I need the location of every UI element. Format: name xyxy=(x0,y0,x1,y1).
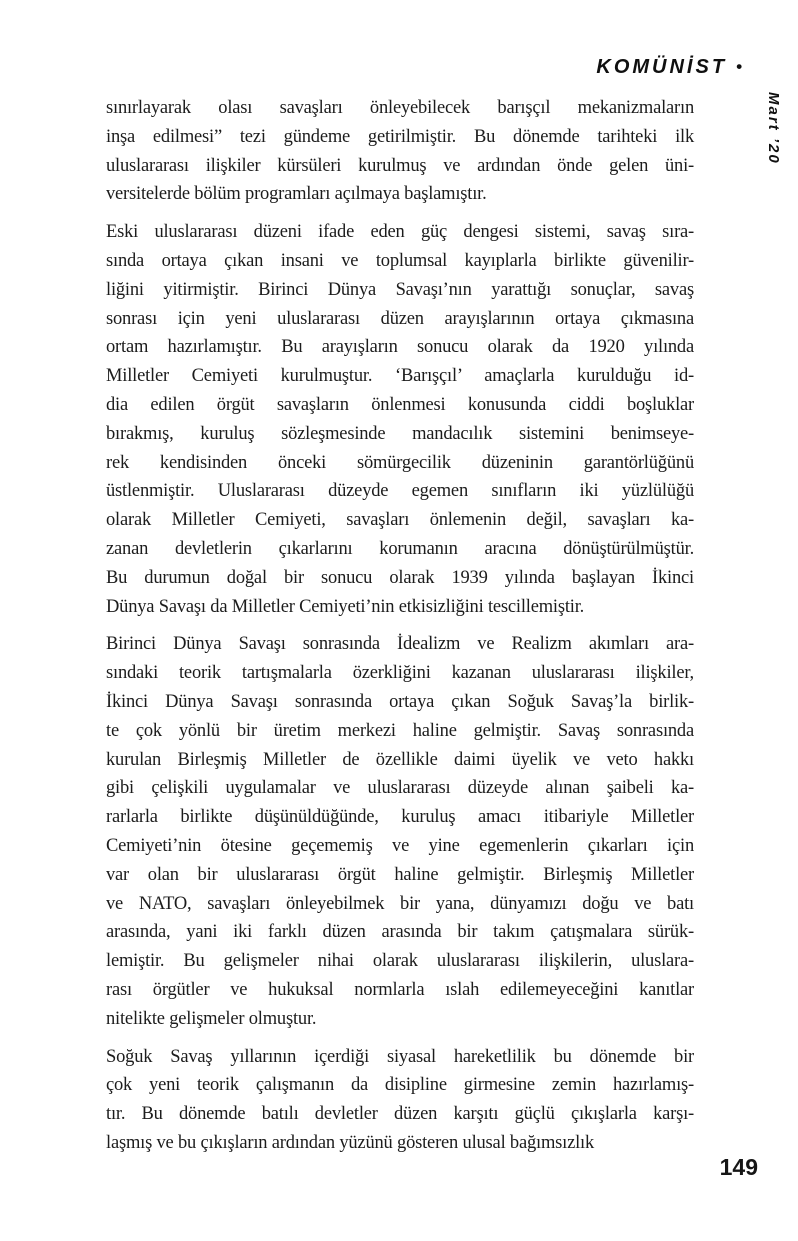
text-line: ve NATO, savaşları önleyebilmek bir yana, dünyamızı doğu ve batı xyxy=(106,893,694,914)
issue-date-sidebar: Mart ’20 xyxy=(765,92,782,165)
text-line: Bu durumun doğal bir sonucu olarak 1939 yılında başlayan İkinci xyxy=(106,567,694,588)
text-line: zanan devletlerin çıkarlarını korumanın aracına dönüştürülmüştür. xyxy=(106,538,694,559)
text-line: Birinci Dünya Savaşı sonrasında İdealizm ve Realizm akımları ara- xyxy=(106,634,694,655)
text-line: İkinci Dünya Savaşı sonrasında ortaya çıkan Soğuk Savaş’la birlik- xyxy=(106,691,694,712)
text-line: sında ortaya çıkan insani ve toplumsal kayıplarla birlikte güvenilir- xyxy=(106,250,694,271)
text-line: ortam hazırlamıştır. Bu arayışların sonucu olarak da 1920 yılında xyxy=(106,337,694,358)
text-line: olarak Milletler Cemiyeti, savaşları önlemenin değil, savaşları ka- xyxy=(106,510,694,531)
text-line: nitelikte gelişmeler olmuştur. xyxy=(106,1008,317,1029)
text-line: te çok yönlü bir üretim merkezi haline gelmiştir. Savaş sonrasında xyxy=(106,720,694,741)
text-line: var olan bir uluslararası örgüt haline gelmiştir. Birleşmiş Milletler xyxy=(106,864,694,885)
text-line: Cemiyeti’nin ötesine geçememiş ve yine egemenlerin çıkarları için xyxy=(106,835,694,856)
text-line: liğini yitirmiştir. Birinci Dünya Savaşı’nın yarattığı sonuçlar, savaş xyxy=(106,279,694,300)
text-line: lemiştir. Bu gelişmeler nihai olarak uluslararası ilişkilerin, uluslara- xyxy=(106,951,694,972)
text-line: rek kendisinden önceki sömürgecilik düzeninin garantörlüğünü xyxy=(106,452,694,473)
paragraph xyxy=(106,1043,694,1158)
page-number: 149 xyxy=(719,1154,758,1180)
text-line: bırakmış, kuruluş sözleşmesinde mandacılık sistemini benimseye- xyxy=(106,423,694,444)
text-line: versitelerde bölüm programları açılmaya başlamıştır. xyxy=(106,184,487,205)
text-line: sonrası için yeni uluslararası düzen arayışlarının ortaya çıkmasına xyxy=(106,308,694,329)
text-line: Milletler Cemiyeti kurulmuştur. ‘Barışçıl’ amaçlarla kurulduğu id- xyxy=(106,366,694,387)
text-line: sınırlayarak olası savaşları önleyebilecek barışçıl mekanizmaların xyxy=(106,98,694,118)
text-line: rarlarla birlikte düşünüldüğünde, kuruluş amacı itibariyle Milletler xyxy=(106,807,694,828)
text-line: tır. Bu dönemde batılı devletler düzen karşıtı güçlü çıkışlarla karşı- xyxy=(106,1104,694,1125)
paragraph xyxy=(106,218,694,621)
journal-title: KOMÜNİST xyxy=(596,56,728,78)
text-line: üstlenmiştir. Uluslararası düzeyde egemen sınıfların iki yüzlülüğü xyxy=(106,481,694,502)
text-line: gibi çelişkili uygulamalar ve uluslararası düzeyde alınan şaibeli ka- xyxy=(106,778,694,799)
text-line: inşa edilmesi” tezi gündeme getirilmiştir. Bu dönemde tarihteki ilk xyxy=(106,126,694,147)
text-line: rası örgütler ve hukuksal normlarla ıslah edilemeyeceğini kanıtlar xyxy=(106,979,694,1000)
header-bullet-icon: • xyxy=(736,57,742,76)
text-line: dia edilen örgüt savaşların önlenmesi konusunda ciddi boşluklar xyxy=(106,394,694,415)
paragraph xyxy=(106,630,694,1033)
text-line: uluslararası ilişkiler kürsüleri kurulmuş ve ardından önde gelen üni- xyxy=(106,155,694,176)
text-line: çok yeni teorik çalışmanın da disipline girmesine zemin hazırlamış- xyxy=(106,1075,694,1096)
text-line: sındaki teorik tartışmalarla özerkliğini kazanan uluslararası ilişkiler, xyxy=(106,663,694,684)
text-line: Eski uluslararası düzeni ifade eden güç dengesi sistemi, savaş sıra- xyxy=(106,222,694,243)
text-line: Dünya Savaşı da Milletler Cemiyeti’nin etkisizliğini tescillemiştir. xyxy=(106,596,585,617)
journal-header xyxy=(596,56,742,79)
text-line: arasında, yani iki farklı düzen arasında bir takım çatışmalara sürük- xyxy=(106,922,694,943)
body-text xyxy=(106,94,694,1167)
text-line: Soğuk Savaş yıllarının içerdiği siyasal hareketlilik bu dönemde bir xyxy=(106,1046,694,1067)
text-line: kurulan Birleşmiş Milletler de özellikle daimi üyelik ve veto hakkı xyxy=(106,749,694,770)
paragraph xyxy=(106,94,694,209)
text-line: laşmış ve bu çıkışların ardından yüzünü gösteren ulusal bağımsızlık xyxy=(106,1132,595,1153)
